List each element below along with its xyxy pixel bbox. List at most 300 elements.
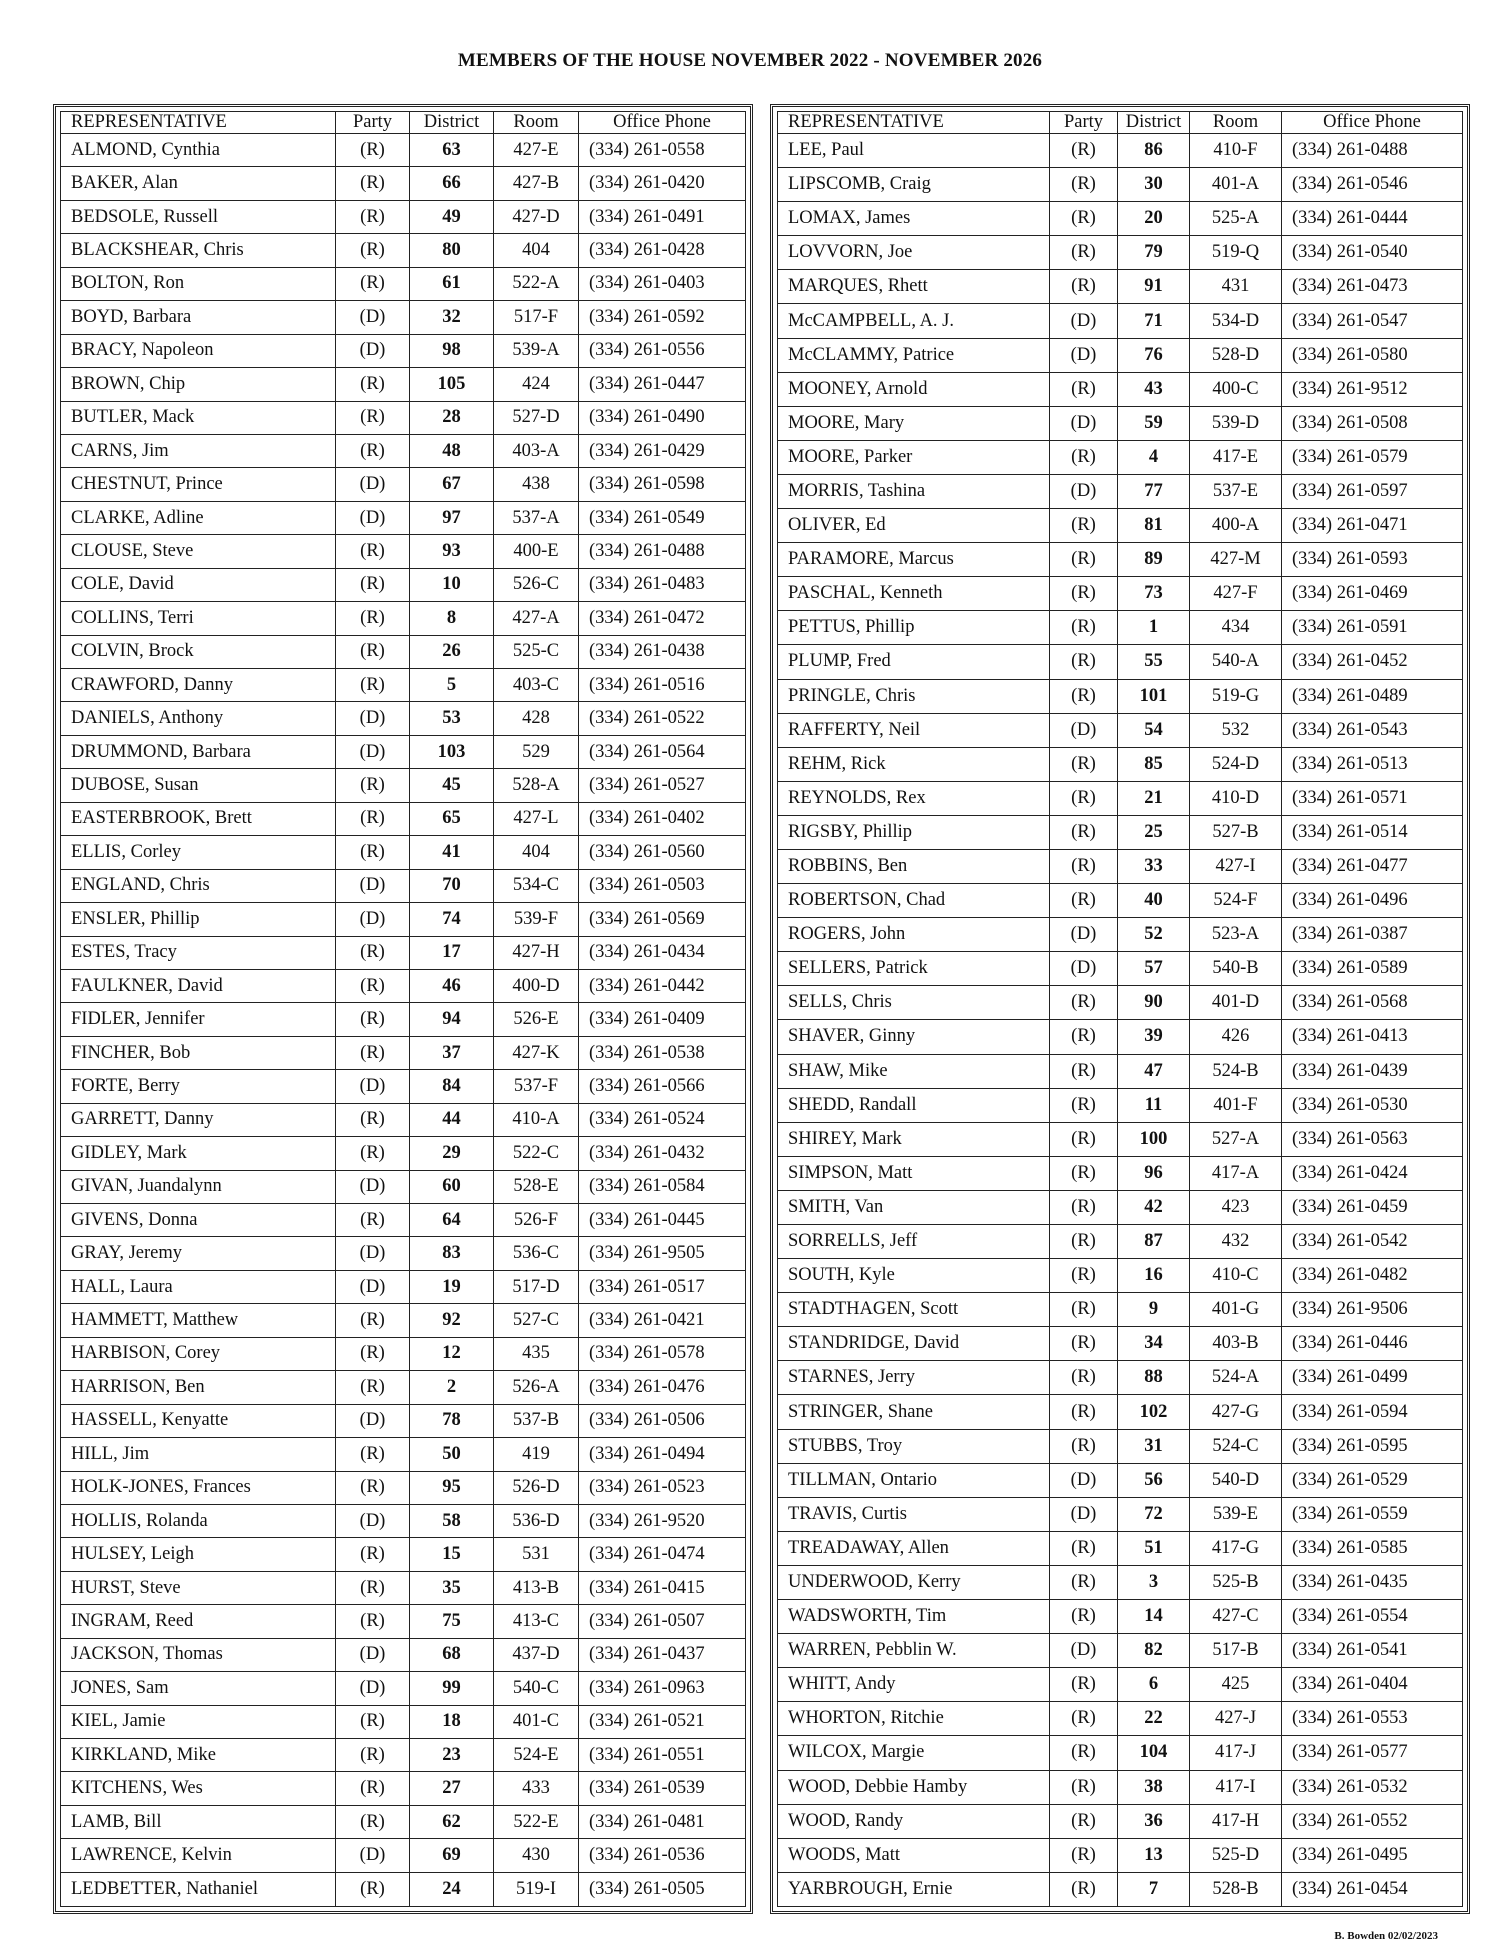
office-phone-cell: (334) 261-0516: [579, 669, 746, 702]
district-cell: 102: [1118, 1395, 1190, 1429]
room-cell: 400-D: [494, 969, 579, 1002]
representative-name: STANDRIDGE, David: [778, 1327, 1050, 1361]
room-cell: 534-D: [1190, 304, 1282, 338]
table-row: [778, 338, 1463, 372]
representative-name: PLUMP, Fred: [778, 645, 1050, 679]
representative-name: LAMB, Bill: [61, 1805, 336, 1838]
representative-name: CARNS, Jim: [61, 434, 336, 467]
party-cell: (D): [336, 702, 410, 735]
office-phone-cell: (334) 261-0591: [1282, 611, 1463, 645]
representative-name: HAMMETT, Matthew: [61, 1304, 336, 1337]
district-cell: 47: [1118, 1054, 1190, 1088]
office-phone-cell: (334) 261-0578: [579, 1337, 746, 1370]
room-cell: 522-E: [494, 1805, 579, 1838]
district-cell: 46: [410, 969, 494, 1002]
office-phone-cell: (334) 261-0415: [579, 1571, 746, 1604]
representative-name: CHESTNUT, Prince: [61, 468, 336, 501]
representative-name: WHITT, Andy: [778, 1668, 1050, 1702]
room-cell: 417-J: [1190, 1736, 1282, 1770]
district-cell: 15: [410, 1538, 494, 1571]
representative-name: COLVIN, Brock: [61, 635, 336, 668]
table-row: [61, 1839, 746, 1872]
district-cell: 76: [1118, 338, 1190, 372]
representative-name: SORRELLS, Jeff: [778, 1225, 1050, 1259]
room-cell: 526-F: [494, 1204, 579, 1237]
district-cell: 1: [1118, 611, 1190, 645]
room-cell: 419: [494, 1438, 579, 1471]
representative-name: GIVAN, Juandalynn: [61, 1170, 336, 1203]
party-cell: (R): [1050, 134, 1118, 168]
office-phone-cell: (334) 261-0499: [1282, 1361, 1463, 1395]
members-table-left: [53, 104, 753, 1914]
room-cell: 528-D: [1190, 338, 1282, 372]
office-phone-cell: (334) 261-0505: [579, 1872, 746, 1906]
representative-name: HOLLIS, Rolanda: [61, 1504, 336, 1537]
district-cell: 63: [410, 134, 494, 167]
representative-name: TILLMAN, Ontario: [778, 1463, 1050, 1497]
party-cell: (R): [1050, 747, 1118, 781]
representative-name: SOUTH, Kyle: [778, 1259, 1050, 1293]
room-cell: 537-B: [494, 1404, 579, 1437]
party-cell: (R): [336, 1538, 410, 1571]
office-phone-cell: (334) 261-0549: [579, 501, 746, 534]
room-cell: 519-I: [494, 1872, 579, 1906]
office-phone-cell: (334) 261-9506: [1282, 1293, 1463, 1327]
district-cell: 68: [410, 1638, 494, 1671]
table-row: [778, 1804, 1463, 1838]
office-phone-cell: (334) 261-0553: [1282, 1702, 1463, 1736]
room-cell: 401-F: [1190, 1088, 1282, 1122]
party-cell: (R): [1050, 1225, 1118, 1259]
district-cell: 65: [410, 802, 494, 835]
representative-name: SHEDD, Randall: [778, 1088, 1050, 1122]
office-phone-cell: (334) 261-0413: [1282, 1020, 1463, 1054]
office-phone-cell: (334) 261-0546: [1282, 168, 1463, 202]
room-cell: 523-A: [1190, 918, 1282, 952]
party-cell: (R): [336, 234, 410, 267]
office-phone-cell: (334) 261-0592: [579, 301, 746, 334]
table-row: [778, 952, 1463, 986]
party-cell: (R): [1050, 1668, 1118, 1702]
table-row: [778, 1259, 1463, 1293]
table-row: [61, 802, 746, 835]
room-cell: 528-E: [494, 1170, 579, 1203]
district-cell: 16: [1118, 1259, 1190, 1293]
representative-name: BROWN, Chip: [61, 368, 336, 401]
table-row: [778, 270, 1463, 304]
district-cell: 26: [410, 635, 494, 668]
room-cell: 527-D: [494, 401, 579, 434]
district-cell: 92: [410, 1304, 494, 1337]
district-cell: 88: [1118, 1361, 1190, 1395]
representative-name: DRUMMOND, Barbara: [61, 735, 336, 768]
representative-name: STADTHAGEN, Scott: [778, 1293, 1050, 1327]
party-cell: (R): [336, 134, 410, 167]
office-phone-cell: (334) 261-0524: [579, 1103, 746, 1136]
office-phone-cell: (334) 261-0507: [579, 1605, 746, 1638]
header-room: Room: [1190, 112, 1282, 134]
office-phone-cell: (334) 261-0495: [1282, 1838, 1463, 1872]
representative-name: GIVENS, Donna: [61, 1204, 336, 1237]
party-cell: (D): [336, 1672, 410, 1705]
table-row: [778, 611, 1463, 645]
party-cell: (R): [336, 401, 410, 434]
party-cell: (R): [336, 1137, 410, 1170]
room-cell: 437-D: [494, 1638, 579, 1671]
district-cell: 75: [410, 1605, 494, 1638]
office-phone-cell: (334) 261-0529: [1282, 1463, 1463, 1497]
table-row: [61, 1438, 746, 1471]
members-table-right: [770, 104, 1470, 1914]
table-row: [778, 1054, 1463, 1088]
table-row: [61, 501, 746, 534]
room-cell: 410-F: [1190, 134, 1282, 168]
party-cell: (R): [1050, 543, 1118, 577]
district-cell: 41: [410, 836, 494, 869]
district-cell: 5: [410, 669, 494, 702]
representative-name: GRAY, Jeremy: [61, 1237, 336, 1270]
table-header-row: [778, 112, 1463, 134]
party-cell: (R): [1050, 645, 1118, 679]
representative-name: PARAMORE, Marcus: [778, 543, 1050, 577]
representative-name: ENSLER, Phillip: [61, 903, 336, 936]
table-row: [778, 645, 1463, 679]
office-phone-cell: (334) 261-0536: [579, 1839, 746, 1872]
party-cell: (R): [1050, 1259, 1118, 1293]
office-phone-cell: (334) 261-0429: [579, 434, 746, 467]
party-cell: (R): [1050, 577, 1118, 611]
district-cell: 104: [1118, 1736, 1190, 1770]
district-cell: 100: [1118, 1122, 1190, 1156]
office-phone-cell: (334) 261-0564: [579, 735, 746, 768]
party-cell: (R): [1050, 509, 1118, 543]
district-cell: 50: [410, 1438, 494, 1471]
room-cell: 417-I: [1190, 1770, 1282, 1804]
room-cell: 427-M: [1190, 543, 1282, 577]
representative-name: KITCHENS, Wes: [61, 1772, 336, 1805]
office-phone-cell: (334) 261-0547: [1282, 304, 1463, 338]
office-phone-cell: (334) 261-0542: [1282, 1225, 1463, 1259]
representative-name: WADSWORTH, Tim: [778, 1600, 1050, 1634]
representative-name: FINCHER, Bob: [61, 1036, 336, 1069]
representative-name: WOODS, Matt: [778, 1838, 1050, 1872]
office-phone-cell: (334) 261-0420: [579, 167, 746, 200]
office-phone-cell: (334) 261-0503: [579, 869, 746, 902]
district-cell: 23: [410, 1739, 494, 1772]
header-office-phone: Office Phone: [1282, 112, 1463, 134]
table-row: [61, 1404, 746, 1437]
office-phone-cell: (334) 261-0580: [1282, 338, 1463, 372]
district-cell: 81: [1118, 509, 1190, 543]
district-cell: 9: [1118, 1293, 1190, 1327]
party-cell: (D): [336, 468, 410, 501]
room-cell: 519-Q: [1190, 236, 1282, 270]
party-cell: (R): [336, 1438, 410, 1471]
table-row: [61, 401, 746, 434]
representative-name: HOLK-JONES, Frances: [61, 1471, 336, 1504]
representative-name: DANIELS, Anthony: [61, 702, 336, 735]
party-cell: (R): [336, 1805, 410, 1838]
table-row: [61, 1036, 746, 1069]
office-phone-cell: (334) 261-0459: [1282, 1190, 1463, 1224]
table-row: [61, 1471, 746, 1504]
representative-name: JONES, Sam: [61, 1672, 336, 1705]
party-cell: (R): [336, 836, 410, 869]
party-cell: (R): [1050, 1088, 1118, 1122]
representative-name: BEDSOLE, Russell: [61, 200, 336, 233]
district-cell: 3: [1118, 1565, 1190, 1599]
office-phone-cell: (334) 261-0530: [1282, 1088, 1463, 1122]
room-cell: 525-C: [494, 635, 579, 668]
office-phone-cell: (334) 261-0597: [1282, 474, 1463, 508]
office-phone-cell: (334) 261-0442: [579, 969, 746, 1002]
room-cell: 529: [494, 735, 579, 768]
room-cell: 519-G: [1190, 679, 1282, 713]
representative-name: FIDLER, Jennifer: [61, 1003, 336, 1036]
party-cell: (D): [1050, 474, 1118, 508]
district-cell: 6: [1118, 1668, 1190, 1702]
representative-name: McCAMPBELL, A. J.: [778, 304, 1050, 338]
room-cell: 427-H: [494, 936, 579, 969]
office-phone-cell: (334) 261-0508: [1282, 406, 1463, 440]
room-cell: 526-C: [494, 568, 579, 601]
district-cell: 35: [410, 1571, 494, 1604]
party-cell: (R): [1050, 1736, 1118, 1770]
room-cell: 403-C: [494, 669, 579, 702]
representative-name: WARREN, Pebblin W.: [778, 1634, 1050, 1668]
party-cell: (R): [1050, 1531, 1118, 1565]
office-phone-cell: (334) 261-0554: [1282, 1600, 1463, 1634]
party-cell: (R): [1050, 679, 1118, 713]
district-cell: 91: [1118, 270, 1190, 304]
table-row: [778, 918, 1463, 952]
district-cell: 83: [410, 1237, 494, 1270]
district-cell: 38: [1118, 1770, 1190, 1804]
room-cell: 403-B: [1190, 1327, 1282, 1361]
office-phone-cell: (334) 261-0447: [579, 368, 746, 401]
table-row: [778, 1395, 1463, 1429]
party-cell: (R): [1050, 1293, 1118, 1327]
district-cell: 84: [410, 1070, 494, 1103]
representative-name: UNDERWOOD, Kerry: [778, 1565, 1050, 1599]
table-row: [778, 1122, 1463, 1156]
party-cell: (R): [336, 1036, 410, 1069]
district-cell: 54: [1118, 713, 1190, 747]
party-cell: (R): [1050, 440, 1118, 474]
table-row: [61, 735, 746, 768]
room-cell: 525-B: [1190, 1565, 1282, 1599]
room-cell: 427-I: [1190, 849, 1282, 883]
office-phone-cell: (334) 261-0963: [579, 1672, 746, 1705]
office-phone-cell: (334) 261-0471: [1282, 509, 1463, 543]
office-phone-cell: (334) 261-0403: [579, 267, 746, 300]
representative-name: SMITH, Van: [778, 1190, 1050, 1224]
office-phone-cell: (334) 261-0577: [1282, 1736, 1463, 1770]
room-cell: 404: [494, 836, 579, 869]
district-cell: 101: [1118, 679, 1190, 713]
office-phone-cell: (334) 261-0469: [1282, 577, 1463, 611]
room-cell: 425: [1190, 1668, 1282, 1702]
district-cell: 49: [410, 200, 494, 233]
office-phone-cell: (334) 261-0584: [579, 1170, 746, 1203]
table-row: [778, 1736, 1463, 1770]
party-cell: (D): [336, 1404, 410, 1437]
representative-name: ELLIS, Corley: [61, 836, 336, 869]
party-cell: (R): [336, 200, 410, 233]
table-row: [61, 267, 746, 300]
district-cell: 34: [1118, 1327, 1190, 1361]
district-cell: 61: [410, 267, 494, 300]
office-phone-cell: (334) 261-0435: [1282, 1565, 1463, 1599]
table-row: [61, 1739, 746, 1772]
district-cell: 45: [410, 769, 494, 802]
table-row: [61, 1204, 746, 1237]
room-cell: 427-B: [494, 167, 579, 200]
party-cell: (R): [1050, 986, 1118, 1020]
party-cell: (D): [336, 869, 410, 902]
office-phone-cell: (334) 261-0483: [579, 568, 746, 601]
representative-name: WOOD, Debbie Hamby: [778, 1770, 1050, 1804]
representative-name: McCLAMMY, Patrice: [778, 338, 1050, 372]
table-row: [778, 1838, 1463, 1872]
office-phone-cell: (334) 261-0402: [579, 802, 746, 835]
district-cell: 78: [410, 1404, 494, 1437]
office-phone-cell: (334) 261-0437: [579, 1638, 746, 1671]
district-cell: 57: [1118, 952, 1190, 986]
table-row: [778, 1634, 1463, 1668]
representative-name: KIEL, Jamie: [61, 1705, 336, 1738]
district-cell: 24: [410, 1872, 494, 1906]
table-row: [61, 903, 746, 936]
party-cell: (R): [336, 1304, 410, 1337]
party-cell: (R): [1050, 1190, 1118, 1224]
office-phone-cell: (334) 261-0421: [579, 1304, 746, 1337]
table-row: [778, 849, 1463, 883]
party-cell: (R): [336, 802, 410, 835]
room-cell: 517-B: [1190, 1634, 1282, 1668]
party-cell: (R): [1050, 270, 1118, 304]
members-list-right: [778, 134, 1463, 1907]
party-cell: (D): [1050, 1634, 1118, 1668]
office-phone-cell: (334) 261-0594: [1282, 1395, 1463, 1429]
room-cell: 427-K: [494, 1036, 579, 1069]
party-cell: (D): [1050, 1463, 1118, 1497]
table-row: [778, 1088, 1463, 1122]
district-cell: 64: [410, 1204, 494, 1237]
room-cell: 401-D: [1190, 986, 1282, 1020]
table-row: [61, 869, 746, 902]
office-phone-cell: (334) 261-0563: [1282, 1122, 1463, 1156]
header-party: Party: [336, 112, 410, 134]
district-cell: 58: [410, 1504, 494, 1537]
party-cell: (R): [1050, 372, 1118, 406]
party-cell: (R): [1050, 1804, 1118, 1838]
room-cell: 433: [494, 1772, 579, 1805]
representative-name: SELLS, Chris: [778, 986, 1050, 1020]
table-row: [61, 836, 746, 869]
party-cell: (R): [336, 1705, 410, 1738]
office-phone-cell: (334) 261-0527: [579, 769, 746, 802]
party-cell: (R): [1050, 1327, 1118, 1361]
room-cell: 537-E: [1190, 474, 1282, 508]
representative-name: ROBERTSON, Chad: [778, 884, 1050, 918]
district-cell: 22: [1118, 1702, 1190, 1736]
party-cell: (R): [1050, 1361, 1118, 1395]
representative-name: GIDLEY, Mark: [61, 1137, 336, 1170]
table-row: [778, 1463, 1463, 1497]
room-cell: 540-A: [1190, 645, 1282, 679]
office-phone-cell: (334) 261-9512: [1282, 372, 1463, 406]
room-cell: 404: [494, 234, 579, 267]
office-phone-cell: (334) 261-0506: [579, 1404, 746, 1437]
district-cell: 82: [1118, 1634, 1190, 1668]
party-cell: (R): [336, 1571, 410, 1604]
office-phone-cell: (334) 261-0540: [1282, 236, 1463, 270]
table-row: [778, 1668, 1463, 1702]
room-cell: 417-A: [1190, 1156, 1282, 1190]
room-cell: 540-C: [494, 1672, 579, 1705]
district-cell: 60: [410, 1170, 494, 1203]
room-cell: 524-A: [1190, 1361, 1282, 1395]
table-row: [778, 406, 1463, 440]
header-room: Room: [494, 112, 579, 134]
table-row: [61, 1371, 746, 1404]
table-row: [778, 1190, 1463, 1224]
representative-name: HARRISON, Ben: [61, 1371, 336, 1404]
district-cell: 79: [1118, 236, 1190, 270]
table-row: [61, 1170, 746, 1203]
table-row: [778, 781, 1463, 815]
office-phone-cell: (334) 261-0496: [1282, 884, 1463, 918]
representative-name: LOVVORN, Joe: [778, 236, 1050, 270]
office-phone-cell: (334) 261-0551: [579, 1739, 746, 1772]
table-row: [61, 234, 746, 267]
header-district: District: [1118, 112, 1190, 134]
party-cell: (R): [336, 434, 410, 467]
office-phone-cell: (334) 261-0598: [579, 468, 746, 501]
table-row: [61, 1872, 746, 1906]
room-cell: 522-A: [494, 267, 579, 300]
representative-name: SHIREY, Mark: [778, 1122, 1050, 1156]
table-row: [61, 1070, 746, 1103]
table-row: [778, 1872, 1463, 1906]
party-cell: (R): [336, 1739, 410, 1772]
party-cell: (R): [1050, 1702, 1118, 1736]
room-cell: 400-E: [494, 535, 579, 568]
header-party: Party: [1050, 112, 1118, 134]
table-row: [778, 1429, 1463, 1463]
table-row: [778, 440, 1463, 474]
representative-name: JACKSON, Thomas: [61, 1638, 336, 1671]
table-row: [61, 769, 746, 802]
office-phone-cell: (334) 261-0539: [579, 1772, 746, 1805]
office-phone-cell: (334) 261-0513: [1282, 747, 1463, 781]
office-phone-cell: (334) 261-0446: [1282, 1327, 1463, 1361]
district-cell: 87: [1118, 1225, 1190, 1259]
district-cell: 71: [1118, 304, 1190, 338]
representative-name: STRINGER, Shane: [778, 1395, 1050, 1429]
representative-name: CRAWFORD, Danny: [61, 669, 336, 702]
table-row: [778, 202, 1463, 236]
table-row: [778, 1565, 1463, 1599]
table-row: [61, 134, 746, 167]
room-cell: 525-D: [1190, 1838, 1282, 1872]
representative-name: ROGERS, John: [778, 918, 1050, 952]
party-cell: (R): [336, 267, 410, 300]
room-cell: 532: [1190, 713, 1282, 747]
party-cell: (D): [1050, 406, 1118, 440]
representative-name: FAULKNER, David: [61, 969, 336, 1002]
